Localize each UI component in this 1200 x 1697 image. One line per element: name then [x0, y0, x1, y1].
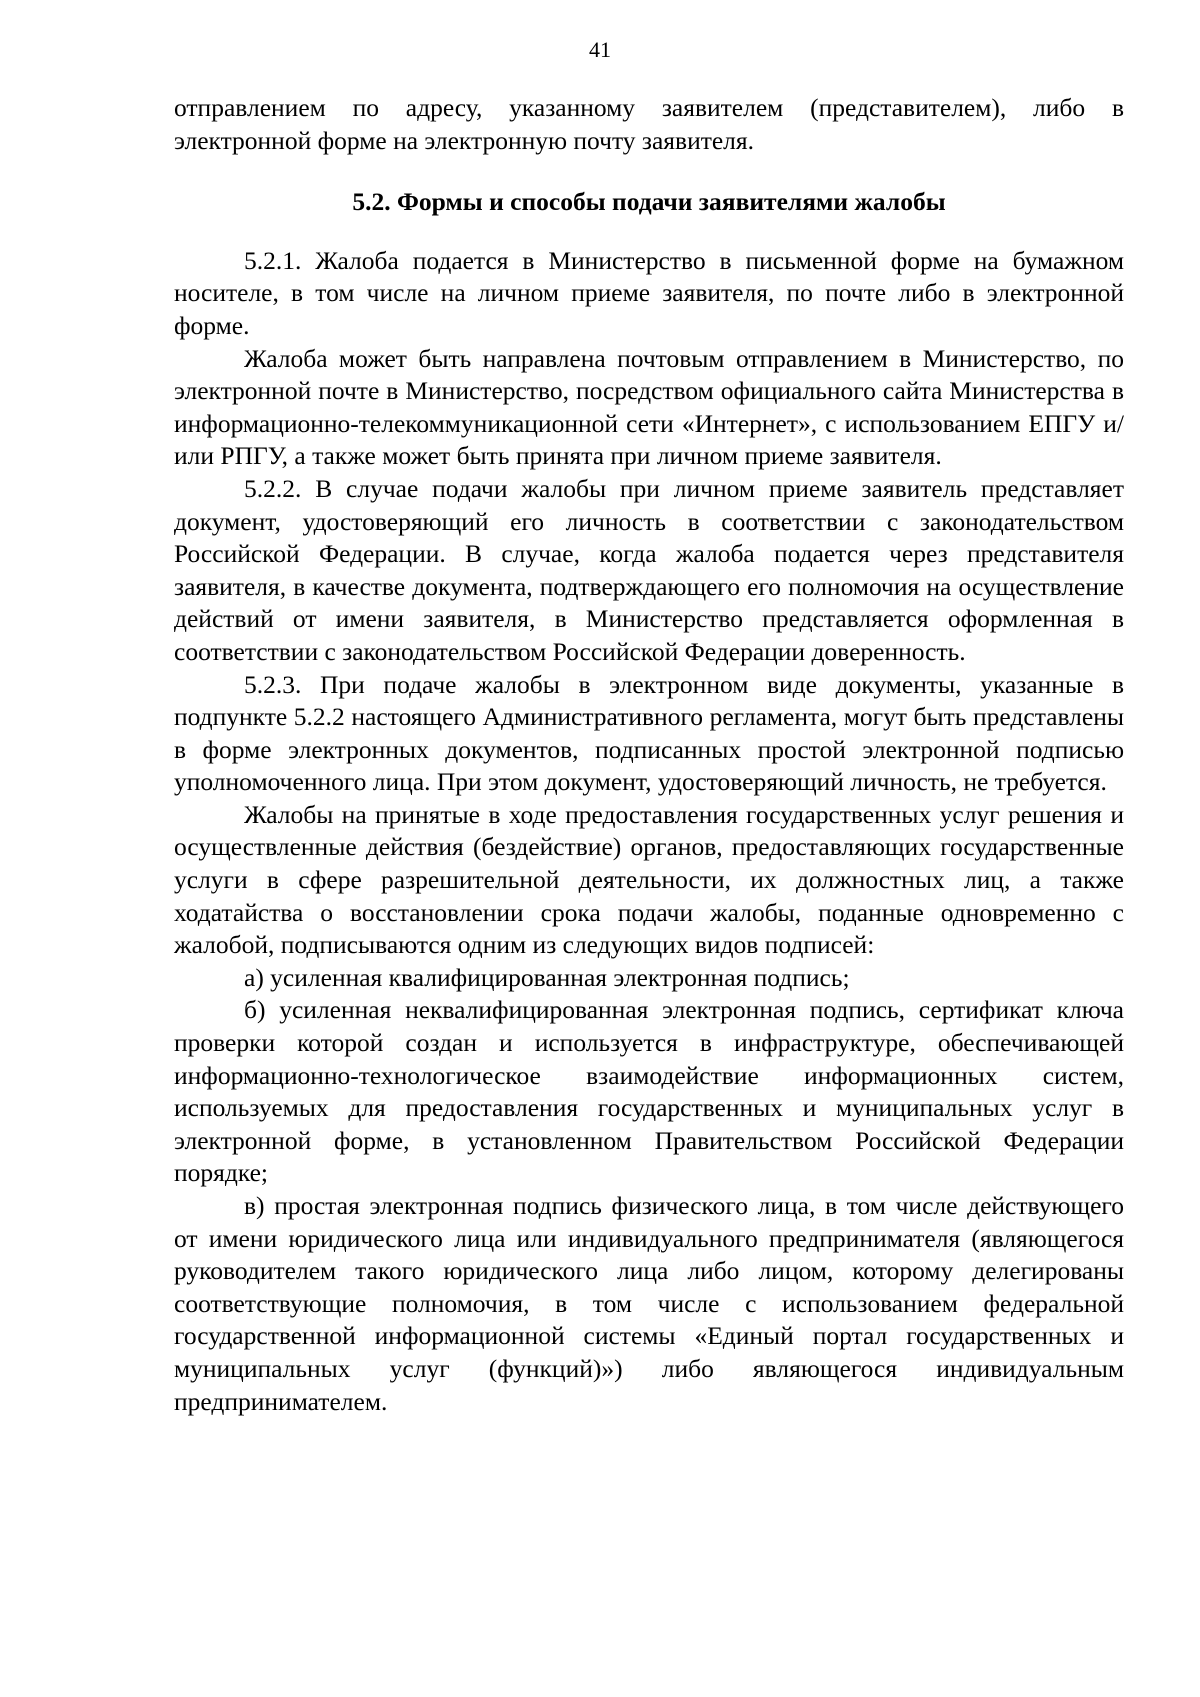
page-number: 41 [589, 37, 611, 62]
paragraph-signature-requirements: Жалобы на принятые в ходе предоставления государственных услуг решения и осуществленные действия (бездействие) органов, предоставляющих государственные услуги в сфере разрешительной деятельности, их должностных лиц, а также ходатайства о восстановлении срока подачи жалобы, поданные одновременно с жалобой, подписываются одним из следующих видов подписей: [174, 799, 1124, 960]
list-item-b: б) усиленная неквалифицированная электронная подпись, сертификат ключа проверки которой создан и используется в инфраструктуре, обеспечивающей информационно-технологическое взаимодействие информационных систем, используемых для предоставления государственных и муниципальных услуг в электронной форме, в установленном Правительством Российской Федерации порядке; [174, 995, 1124, 1188]
list-item-a: а) усиленная квалифицированная электронная подпись; [244, 962, 850, 992]
paragraph-submission-channels: Жалоба может быть направлена почтовым отправлением в Министерство, по электронной почте в Министерство, посредством официального сайта Министерства в информационно-телекоммуникационной сети «Интернет», с использованием ЕПГУ и/или РПГУ, а также может быть принята при личном приеме заявителя. [174, 343, 1124, 471]
section-heading: 5.2. Формы и способы подачи заявителями жалобы [352, 187, 946, 217]
paragraph-5-2-2: 5.2.2. В случае подачи жалобы при личном приеме заявитель представляет документ, удостоверяющий его личность в соответствии с законодательством Российской Федерации. В случае, когда жалоба подается через представителя заявителя, в качестве документа, подтверждающего его полномочия на осуществление действий от имени заявителя, в Министерство представляется оформленная в соответствии с законодательством Российской Федерации доверенность. [174, 473, 1124, 666]
list-item-v: в) простая электронная подпись физического лица, в том числе действующего от имени юридического лица или индивидуального предпринимателя (являющегося руководителем такого юридического лица либо лицом, которому делегированы соответствующие полномочия, в том числе с использованием федеральной государственной информационной системы «Единый портал государственных и муниципальных услуг (функций)») либо являющегося индивидуальным предпринимателем. [174, 1191, 1124, 1416]
paragraph-continuation: отправлением по адресу, указанному заявителем (представителем), либо в электронной форме на электронную почту заявителя. [174, 93, 1124, 155]
paragraph-5-2-3: 5.2.3. При подаче жалобы в электронном виде документы, указанные в подпункте 5.2.2 настоящего Административного регламента, могут быть представлены в форме электронных документов, подписанных простой электронной подписью уполномоченного лица. При этом документ, удостоверяющий личность, не требуется. [174, 669, 1124, 797]
paragraph-5-2-1: 5.2.1. Жалоба подается в Министерство в письменной форме на бумажном носителе, в том числе на личном приеме заявителя, по почте либо в электронной форме. [174, 245, 1124, 340]
document-body [174, 92, 1124, 1418]
